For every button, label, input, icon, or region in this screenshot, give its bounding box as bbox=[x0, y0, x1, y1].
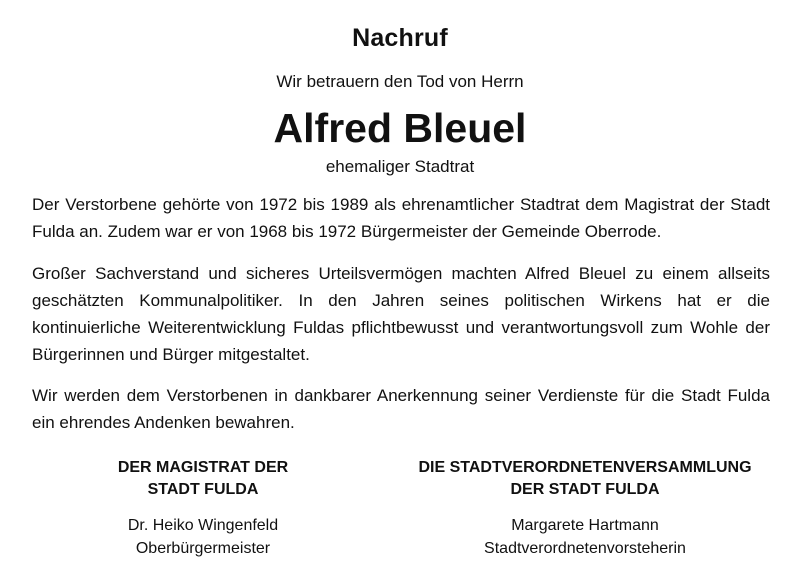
signatory-person bbox=[405, 514, 765, 560]
signatory-org-line: DER MAGISTRAT DER bbox=[117, 459, 289, 476]
intro-line: Wir betrauern den Tod von Herrn bbox=[276, 72, 524, 91]
deceased-role: ehemaliger Stadtrat bbox=[325, 157, 475, 176]
signatory-org-line: STADT FULDA bbox=[147, 481, 259, 498]
signatory-name: Dr. Heiko Wingenfeld bbox=[127, 517, 279, 534]
signatory-org-line: DIE STADTVERORDNETENVERSAMMLUNG bbox=[418, 459, 752, 476]
signatory-person bbox=[58, 514, 348, 560]
signatory-stadtverordnetenversammlung bbox=[405, 457, 765, 560]
signatory-magistrat bbox=[58, 457, 348, 560]
paragraph-tribute: Großer Sachverstand und sicheres Urteilsvermögen machten Alfred Bleuel zu einem allseits geschätzten Kommunalpolitiker. In den Jahren seines politischen Wirkens hat er die kontinuierliche Weiterentwicklung Fuldas pflichtbewusst und verantwortungsvoll zum Wohle der Bürgerinnen und Bürger mitgestaltet. bbox=[32, 264, 770, 364]
deceased-name: Alfred Bleuel bbox=[273, 105, 527, 151]
signatory-name: Margarete Hartmann bbox=[511, 517, 659, 534]
paragraph-remembrance: Wir werden dem Verstorbenen in dankbarer Anerkennung seiner Verdienste für die Stadt Fulda ein ehrendes Andenken bewahren. bbox=[32, 386, 770, 432]
signatory-title: Oberbürgermeister bbox=[135, 540, 271, 557]
signatory-org-line: DER STADT FULDA bbox=[510, 481, 660, 498]
signatory-title: Stadtverordnetenvorsteherin bbox=[484, 540, 686, 557]
notice-heading: Nachruf bbox=[352, 24, 448, 52]
paragraph-career: Der Verstorbene gehörte von 1972 bis 1989 als ehrenamtlicher Stadtrat dem Magistrat der Stadt Fulda an. Zudem war er von 1968 bis 1972 Bürgermeister der Gemeinde Oberrode. bbox=[32, 195, 770, 241]
